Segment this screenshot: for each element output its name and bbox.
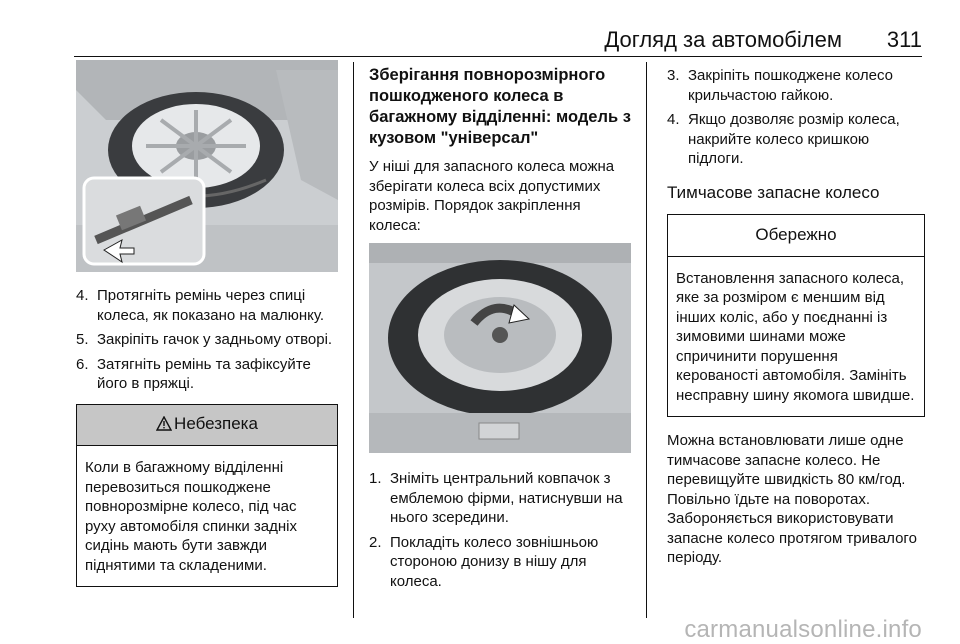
column-divider xyxy=(646,62,647,618)
steps-list xyxy=(76,286,338,394)
column-1 xyxy=(76,60,338,587)
column-2 xyxy=(369,60,633,596)
page-number: 311 xyxy=(886,27,922,52)
column-divider xyxy=(353,62,354,618)
list-item: 5. Закріпіть гачок у задньому отворі. xyxy=(76,331,333,348)
danger-notice-header xyxy=(77,405,337,447)
danger-notice-text: Коли в багажному відділенні перевозиться пошкоджене повнорозмірне колесо, під час руху автомобіля спинки задніх сидінь мають бути завжди піднятими та складеними. xyxy=(85,459,297,574)
list-item: 3. Закріпіть пошкоджене колесо крильчастою гайкою. xyxy=(667,67,893,104)
list-item: 6. Затягніть ремінь та зафіксуйте його в пряжці. xyxy=(76,355,311,392)
header-rule xyxy=(74,56,922,57)
page-header-title: Догляд за автомобілем xyxy=(604,27,842,52)
column-3 xyxy=(667,60,925,576)
trunk-strap-illustration xyxy=(76,60,338,272)
body-paragraph: Можна встановлювати лише одне тимчасове запасне колесо. Не перевищуйте швидкість 80 км/год. Повільно їдьте на поворотах. Забороняється використовувати запасне колесо протягом тривалого періоду. xyxy=(667,432,917,566)
steps-list xyxy=(667,66,925,169)
danger-notice-title: Небезпека xyxy=(174,413,258,433)
list-item: 4. Якщо дозволяє розмір колеса, накрийте колесо кришкою підлоги. xyxy=(667,111,900,167)
list-item: 1. Зніміть центральний ковпачок з емблемою фірми, натиснувши на нього зсередини. xyxy=(369,470,623,526)
steps-list xyxy=(369,469,633,591)
caution-notice-text: Встановлення запасного колеса, яке за розміром є меншим від інших коліс, або у поєднанні із зимовими шинами може спричинити порушення керованості автомобіля. Замініть несправну шину якомога швидше. xyxy=(676,269,915,404)
danger-notice xyxy=(76,404,338,588)
watermark: carmanualsonline.info xyxy=(684,616,922,643)
spare-wheel-well-illustration xyxy=(369,243,631,453)
caution-notice-header: Обережно xyxy=(668,215,924,257)
list-item: 4. Протягніть ремінь через спиці колеса, як показано на малюнку. xyxy=(76,287,325,324)
intro-paragraph: У ніші для запасного колеса можна зберігати колеса всіх допустимих розмірів. Порядок закріплення колеса: xyxy=(369,158,615,234)
warning-triangle-icon xyxy=(156,416,172,436)
caution-notice xyxy=(667,214,925,417)
list-item: 2. Покладіть колесо зовнішньою стороною донизу в нішу для колеса. xyxy=(369,533,599,590)
page-header xyxy=(0,0,960,60)
section-heading: Зберігання повнорозмірного пошкодженого колеса в багажному відділенні: модель з кузовом "універсал" xyxy=(369,66,631,147)
section-heading: Тимчасове запасне колесо xyxy=(667,182,880,202)
